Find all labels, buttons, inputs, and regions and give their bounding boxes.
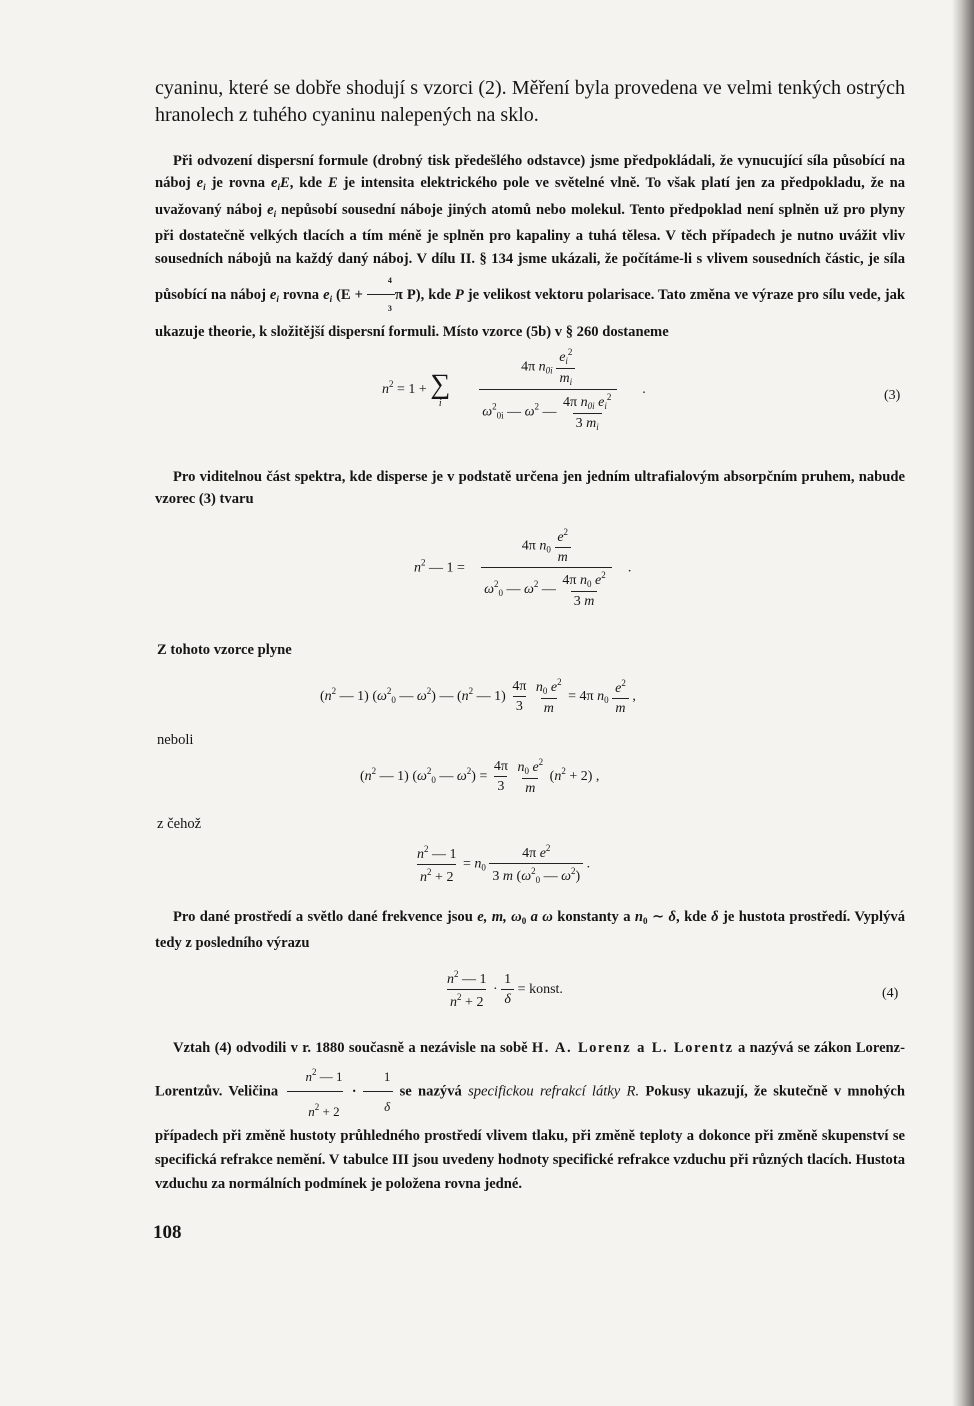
label-neboli: neboli <box>157 732 194 748</box>
lorenz-paragraph: Vztah (4) odvodili v r. 1880 současně a nezávisle na sobě H. A. Lorenz a L. Lorentz a nazývá se zákon Lorenz-Lorentzův. Veličina $\frac{n^2 — 1}{n^2 + 2}$ · $\frac{1}{\delta}$ se nazývá specifickou refrakcí látky R. Pokusy ukazují, že skutečně v mnohých případech při změně hustoty průhledného prostředí vlivem tlaku, při změně teploty a dokonce při změně skupenství se specifická refrakce nemění. V tabulce III jsou uvedeny hodnoty specifické refrakce vzduchu při různých tlacích. Hustota vzduchu za normálních podmínek je položena rovna jedné. <box>155 1040 905 1192</box>
equation-number-4: (4) <box>882 986 899 1001</box>
equation-visible-spectrum: $n^2$ — 1 = 4π $n_0$ $\frac{e^2}{m}$ $\omega^2_0$ — $\omega^2$ — $\frac{4\pi n_0 e^2}{3 m}$ . <box>414 527 632 609</box>
label-z-tohoto: Z tohoto vzorce plyne <box>157 642 292 658</box>
visible-spectrum-paragraph: Pro viditelnou část spektra, kde disperse je v podstatě určena jen jedním ultrafialovým absorpčním pruhem, nabude vzorec (3) tvaru <box>155 469 905 508</box>
page-edge-shadow <box>952 0 974 1406</box>
equation-number-3: (3) <box>884 388 901 403</box>
dispersion-paragraph: Při odvození dispersní formule (drobný tisk předešlého odstavce) jsme předpokládali, že vynucující síla působící na náboj $e_i$ je rovna $e_iE$, kde E je intensita elektrického pole ve světelné vlně. To však platí jen za předpokladu, že na uvažovaný náboj $e_i$ nepůsobí sousední náboje jiných atomů nebo molekul. Tento předpoklad není splněn už pro plyny při dostatečně velkých tlacích a tím méně je splněn pro kapaliny a tuhá tělesa. V těch případech je nutno uvážit vliv sousedních nábojů na každý daný náboj. V dílu II. § 134 jsme ukázali, že počítáme-li s vlivem sousedních částic, je síla působící na náboj $e_i$ rovna $e_i$ (E + $\frac{4}{3}$ π P), kde P je velikost vektoru polarisace. Tato změna ve výraze pro sílu vede, jak ukazuje theorie, k složitější dispersní formuli. Místo vzorce (5b) v § 260 dostaneme <box>155 153 906 340</box>
intro-text: cyaninu, které se dobře shodují s vzorci (2). Měření byla provedena ve velmi tenkých ostrých hranolech z tuhého cyaninu nalepených na sklo. <box>155 77 905 126</box>
equation-4: $\frac{n^2 — 1}{n^2 + 2}$ · $\frac{1}{\delta}$ = konst. <box>447 969 563 1010</box>
equation-z-cehoz: $\frac{n^2 — 1}{n^2 + 2}$ = $n_0$ $\frac{4\pi e^2}{3 m (\omega^2_0 — \omega^2)}$ . <box>417 843 591 885</box>
intro-paragraph <box>155 75 905 129</box>
page-number: 108 <box>153 1222 182 1243</box>
equation-3: $n^2 = 1$ + ∑ i 4π $n_{0i}$ $\frac{e_i^2}{m_i}$ $\omega^2_{0i}$ — $\omega^2$ — $\frac{4\pi n_{0i} e_i^2}{3 m_i}$ . <box>382 347 646 432</box>
equation-expanded: ($n^2$ — 1) ($\omega^2_0$ — $\omega^2$) — ($n^2$ — 1) $\frac{4\pi}{3}$ $\frac{n_0 e^2}{m}$ = 4π $n_0$ $\frac{e^2}{m}$ , <box>320 677 636 716</box>
medium-paragraph: Pro dané prostředí a světlo dané frekvence jsou e, m, $\omega_0$ a ω konstanty a $n_0$ ∼ δ, kde δ je hustota prostředí. Vyplývá tedy z posledního výrazu <box>155 909 905 952</box>
label-z-cehoz: z čehož <box>157 816 202 832</box>
equation-neboli: ($n^2$ — 1) ($\omega^2_0$ — $\omega^2$) = $\frac{4\pi}{3}$ $\frac{n_0 e^2}{m}$ $(n^2 + 2)$ , <box>360 757 600 796</box>
